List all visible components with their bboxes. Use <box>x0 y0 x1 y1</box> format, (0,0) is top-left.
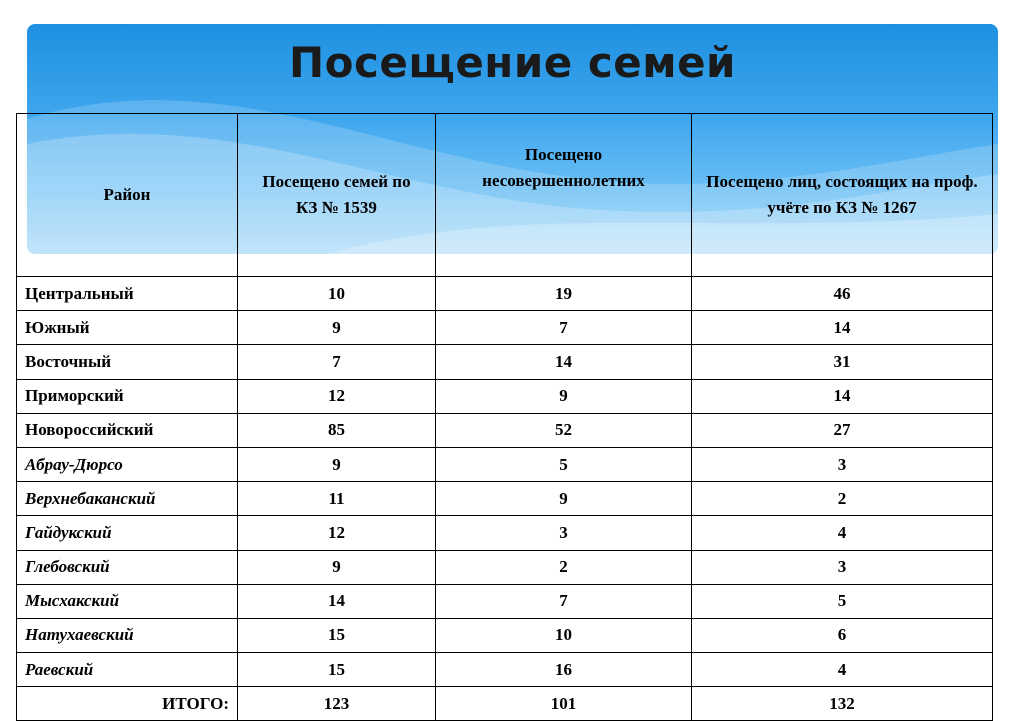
families-cell: 9 <box>238 447 436 481</box>
families-cell: 9 <box>238 311 436 345</box>
table-row <box>17 550 993 584</box>
minors-cell: 14 <box>436 345 692 379</box>
table-row <box>17 311 993 345</box>
visits-table <box>16 113 993 721</box>
families-cell: 12 <box>238 379 436 413</box>
district-cell: Абрау-Дюрсо <box>17 447 238 481</box>
families-cell: 10 <box>238 277 436 311</box>
registered-cell: 3 <box>692 550 993 584</box>
registered-cell: 46 <box>692 277 993 311</box>
district-cell: Мысхакский <box>17 584 238 618</box>
minors-cell: 2 <box>436 550 692 584</box>
minors-cell: 5 <box>436 447 692 481</box>
registered-cell: 4 <box>692 516 993 550</box>
minors-cell: 9 <box>436 482 692 516</box>
total-row <box>17 687 993 721</box>
families-cell: 12 <box>238 516 436 550</box>
table-row <box>17 482 993 516</box>
page-title: Посещение семей <box>289 38 736 87</box>
district-cell: Раевский <box>17 653 238 687</box>
families-cell: 11 <box>238 482 436 516</box>
district-cell: Центральный <box>17 277 238 311</box>
header-families: Посещено семей по КЗ № 1539 <box>238 114 436 277</box>
families-cell: 14 <box>238 584 436 618</box>
minors-cell: 19 <box>436 277 692 311</box>
district-cell: Натухаевский <box>17 618 238 652</box>
registered-cell: 4 <box>692 653 993 687</box>
registered-cell: 5 <box>692 584 993 618</box>
table-row <box>17 618 993 652</box>
table-row <box>17 584 993 618</box>
table-row <box>17 516 993 550</box>
families-cell: 9 <box>238 550 436 584</box>
minors-cell: 52 <box>436 413 692 447</box>
header-registered: Посещено лиц, состоящих на проф. учёте по КЗ № 1267 <box>692 114 993 277</box>
total-registered: 132 <box>692 687 993 721</box>
table-row <box>17 345 993 379</box>
total-families: 123 <box>238 687 436 721</box>
district-cell: Восточный <box>17 345 238 379</box>
district-cell: Новороссийский <box>17 413 238 447</box>
total-minors: 101 <box>436 687 692 721</box>
table-row <box>17 277 993 311</box>
table-row <box>17 379 993 413</box>
families-cell: 85 <box>238 413 436 447</box>
registered-cell: 31 <box>692 345 993 379</box>
header-district: Район <box>17 114 238 277</box>
families-cell: 7 <box>238 345 436 379</box>
district-cell: Глебовский <box>17 550 238 584</box>
minors-cell: 3 <box>436 516 692 550</box>
registered-cell: 2 <box>692 482 993 516</box>
district-cell: Верхнебаканский <box>17 482 238 516</box>
families-cell: 15 <box>238 653 436 687</box>
minors-cell: 16 <box>436 653 692 687</box>
district-cell: Гайдукский <box>17 516 238 550</box>
table-row <box>17 413 993 447</box>
minors-cell: 7 <box>436 584 692 618</box>
minors-cell: 10 <box>436 618 692 652</box>
table-header-row <box>17 114 993 277</box>
registered-cell: 14 <box>692 379 993 413</box>
table-row <box>17 653 993 687</box>
minors-cell: 9 <box>436 379 692 413</box>
registered-cell: 27 <box>692 413 993 447</box>
minors-cell: 7 <box>436 311 692 345</box>
district-cell: Приморский <box>17 379 238 413</box>
registered-cell: 6 <box>692 618 993 652</box>
table-row <box>17 447 993 481</box>
district-cell: Южный <box>17 311 238 345</box>
registered-cell: 14 <box>692 311 993 345</box>
total-label: ИТОГО: <box>17 687 238 721</box>
header-minors: Посещено несовершеннолетних <box>436 114 692 277</box>
registered-cell: 3 <box>692 447 993 481</box>
families-cell: 15 <box>238 618 436 652</box>
